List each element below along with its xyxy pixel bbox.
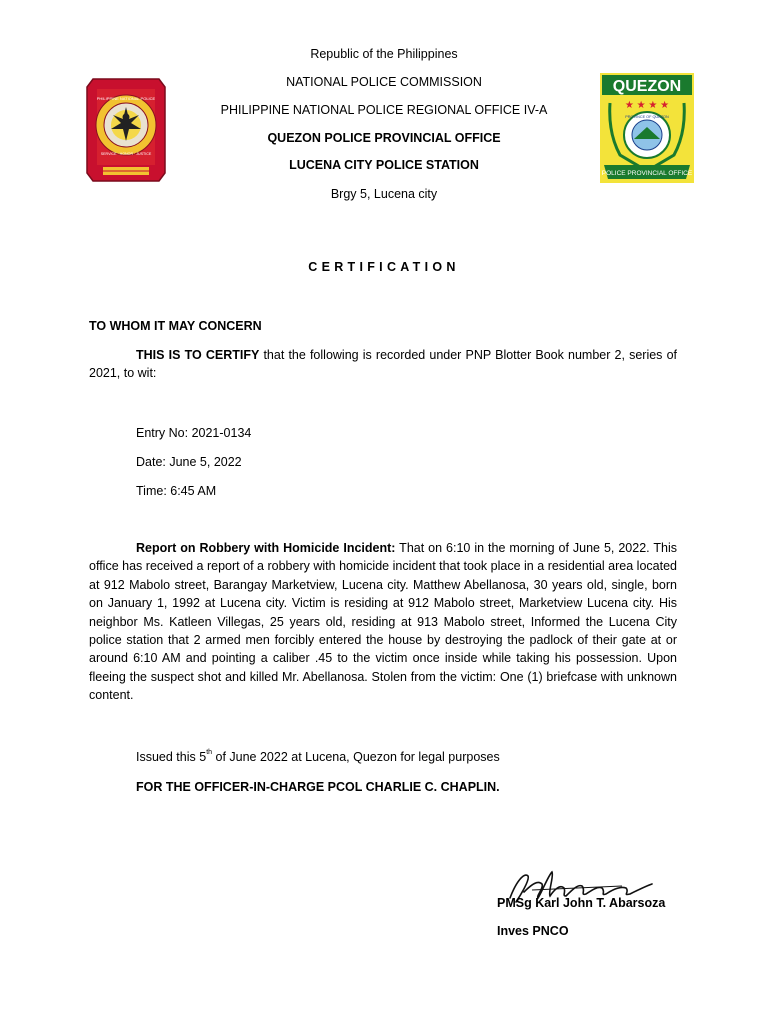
header-provincial-office: QUEZON POLICE PROVINCIAL OFFICE (267, 131, 501, 145)
signatory-name: PMSg Karl John T. Abarsoza (497, 896, 666, 910)
intro-lead: THIS IS TO CERTIFY (136, 348, 260, 362)
intro-text: that the following is recorded under PNP Blotter Book number 2, series of 2021, to wit: (89, 348, 677, 381)
pnp-logo-text-top: PHILIPPINE NATIONAL POLICE (96, 96, 156, 101)
quezon-ppo-logo (600, 73, 694, 183)
officer-in-charge-line: FOR THE OFFICER-IN-CHARGE PCOL CHARLIE C. CHAPLIN. (136, 780, 500, 794)
quezon-logo-banner: POLICE PROVINCIAL OFFICE (601, 170, 693, 177)
header-pnp-region: PHILIPPINE NATIONAL POLICE REGIONAL OFFICE IV-A (220, 103, 548, 117)
entry-number: Entry No: 2021-0134 (136, 426, 252, 440)
issued-post: of June 2022 at Lucena, Quezon for legal purposes (212, 750, 500, 764)
header-republic: Republic of the Philippines (310, 47, 458, 61)
report-paragraph (89, 539, 677, 705)
header-address: Brgy 5, Lucena city (330, 187, 438, 201)
signatory-position: Inves PNCO (497, 924, 569, 938)
entry-date: Date: June 5, 2022 (136, 455, 242, 469)
issued-line (136, 749, 500, 765)
issued-pre: Issued this 5 (136, 750, 207, 764)
pnp-logo-text-bottom: SERVICE · HONOR · JUSTICE (100, 152, 152, 156)
entry-time: Time: 6:45 AM (136, 484, 217, 498)
header-napolcom: NATIONAL POLICE COMMISSION (286, 75, 482, 89)
header-station: LUCENA CITY POLICE STATION (289, 158, 479, 172)
salutation: TO WHOM IT MAY CONCERN (89, 319, 262, 333)
report-heading: Report on Robbery with Homicide Incident: (136, 541, 396, 555)
quezon-logo-title: QUEZON (612, 78, 682, 95)
document-title: CERTIFICATION (308, 260, 460, 274)
issued-sup: th (206, 749, 213, 756)
svg-text:★ ★ ★ ★: ★ ★ ★ ★ (624, 100, 670, 111)
quezon-seal-text: PROVINCE OF QUEZON (625, 115, 669, 119)
intro-paragraph (89, 346, 677, 383)
report-body: That on 6:10 in the morning of June 5, 2022. This office has received a report of a robbery with homicide incident that took place in a residential area located at 912 Mabolo street, Barangay Marketview, Lucena city. Matthew Abellanosa, 30 years old, single, born on January 1, 1992 at Lucena city. Victim is residing at 912 Mabolo street, Marketview Lucena city. His neighbor Ms. Katleen Villegas, 25 years old, residing at 913 Mabolo street, Informed the Lucena City police station that 2 armed men forcibly entered the house by destroying the padlock of their gate at or around 6:10 AM and pointing a caliber .45 to the victim once inside while taking his possession. Upon fleeing the suspect shot and killed Mr. Abellanosa. Stolen from the victim: One (1) briefcase with unknown content. (89, 541, 677, 703)
